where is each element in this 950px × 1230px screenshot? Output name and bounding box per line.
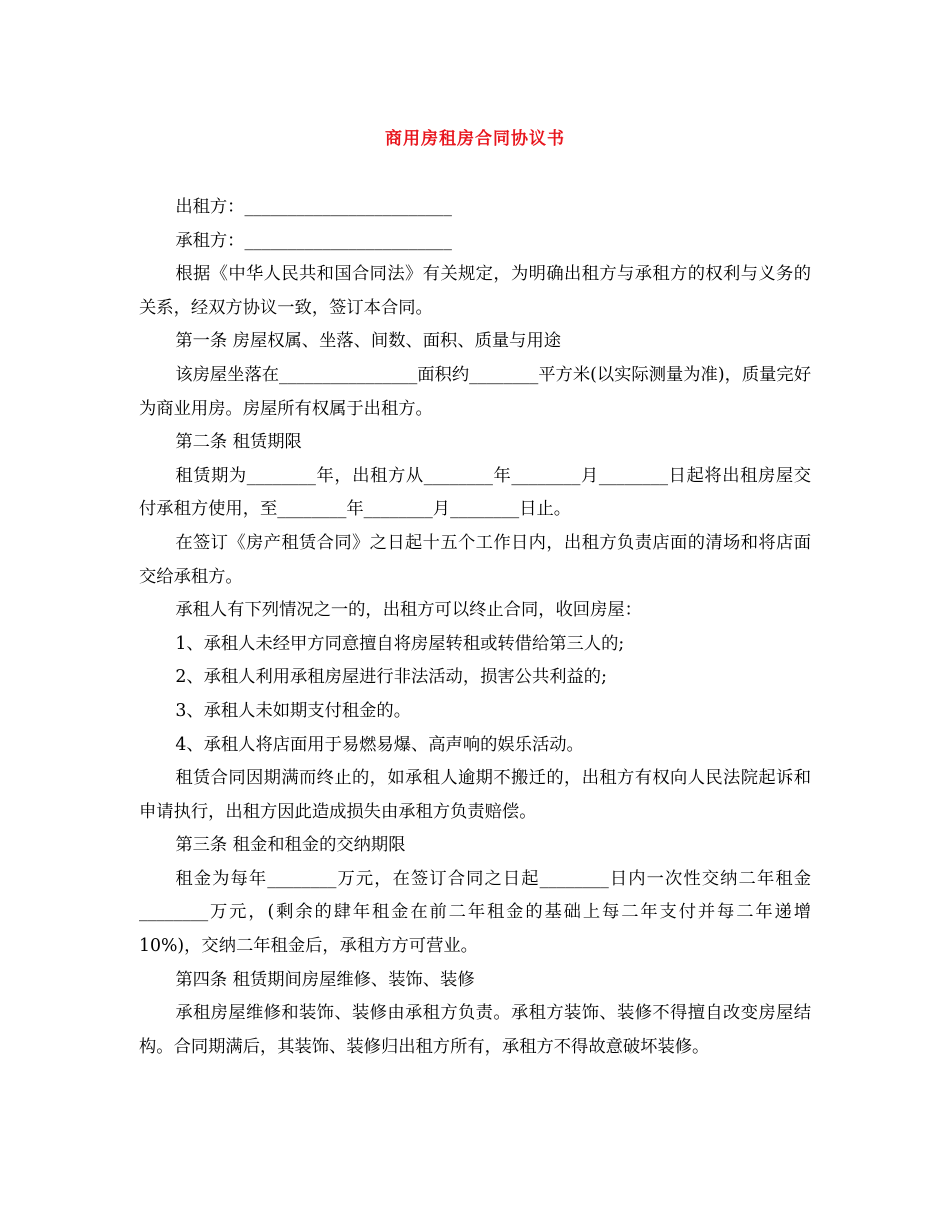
list-item-termination-2: 2、承租人利用承租房屋进行非法活动，损害公共利益的; xyxy=(175,667,607,688)
article-3-heading: 第三条 租金和租金的交纳期限 xyxy=(175,835,406,856)
paragraph-lessor: 出租方：________________________ xyxy=(175,197,452,217)
article-1-heading: 第一条 房屋权属、坐落、间数、面积、质量与用途 xyxy=(175,331,562,352)
paragraph-expiry: 租赁合同因期满而终止的，如承租人逾期不搬迁的，出租方有权向人民法院起诉和申请执行，出租方因此造成损失由承租方负责赔偿。 xyxy=(139,768,811,822)
document-body xyxy=(139,191,811,1064)
paragraph-termination-intro: 承租人有下列情况之一的，出租方可以终止合同，收回房屋： xyxy=(175,600,642,621)
article-4-heading: 第四条 租赁期间房屋维修、装饰、装修 xyxy=(175,969,475,990)
paragraph-handover: 在签订《房产租赁合同》之日起十五个工作日内，出租方负责店面的清场和将店面交给承租方。 xyxy=(139,532,811,587)
paragraph-rent: 租金为每年________万元，在签订合同之日起________日内一次性交纳二年租金________万元，(剩余的肆年租金在前二年租金的基础上每二年支付并每二年递增10%)，交纳二年租金后，承租方方可营业。 xyxy=(139,868,811,957)
list-item-termination-4: 4、承租人将店面用于易燃易爆、高声响的娱乐活动。 xyxy=(175,734,584,755)
list-item-termination-1: 1、承租人未经甲方同意擅自将房屋转租或转借给第三人的; xyxy=(175,633,625,654)
paragraph-location: 该房屋坐落在________________面积约________平方米(以实际测量为准)，质量完好为商业用房。房屋所有权属于出租方。 xyxy=(139,364,811,419)
paragraph-lessee: 承租方：________________________ xyxy=(175,230,452,251)
list-item-termination-3: 3、承租人未如期支付租金的。 xyxy=(175,700,411,721)
paragraph-preamble: 根据《中华人民共和国合同法》有关规定，为明确出租方与承租方的权利与义务的关系，经双方协议一致，签订本合同。 xyxy=(139,264,811,318)
paragraph-maintenance: 承租房屋维修和装饰、装修由承租方负责。承租方装饰、装修不得擅自改变房屋结构。合同期满后，其装饰、装修归出租方所有，承租方不得故意破坏装修。 xyxy=(139,1003,811,1057)
paragraph-lease-term: 租赁期为________年，出租方从________年________月________日起将出租房屋交付承租方使用，至________年________月________日止。 xyxy=(139,465,811,520)
article-2-heading: 第二条 租赁期限 xyxy=(175,432,302,453)
document-title: 商用房租房合同协议书 xyxy=(385,129,565,149)
